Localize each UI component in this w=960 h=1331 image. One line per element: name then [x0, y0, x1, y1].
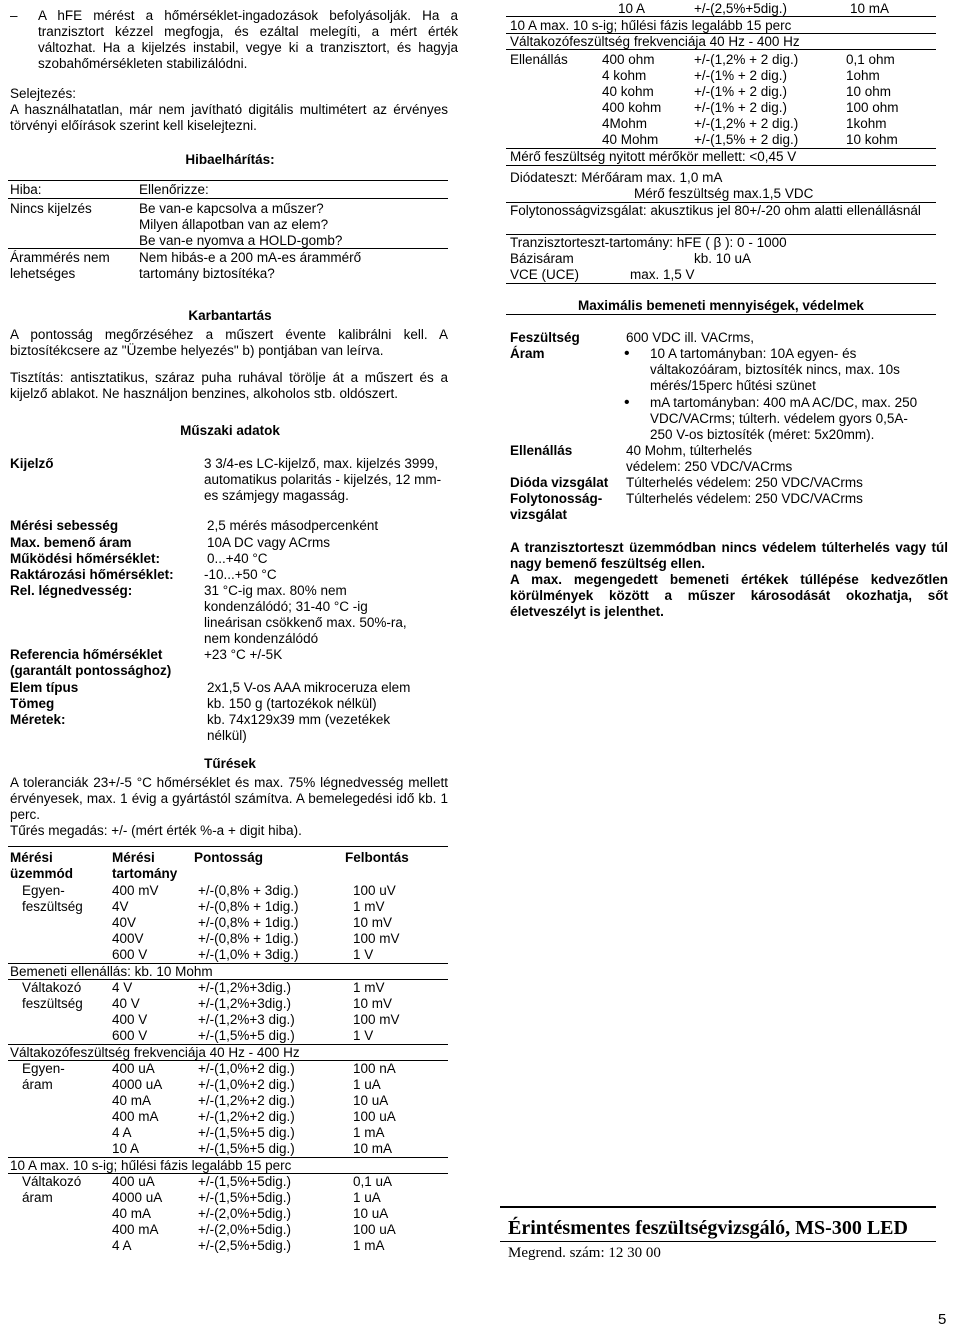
r-note-10a: 10 A max. 10 s-ig; hűlési fázis legalább 15 perc — [510, 18, 792, 33]
tol-cell-range: 4 V — [112, 980, 133, 995]
tol-cell-mode: Váltakozó — [22, 980, 82, 995]
ohm-cell-range: 4Mohm — [602, 116, 648, 131]
tol-cell-accuracy: +/-(1,2%+2 dig.) — [198, 1093, 295, 1108]
tol-cell-resolution: 100 mV — [353, 1012, 400, 1027]
tol-section-note: 10 A max. 10 s-ig; hűlési fázis legalább 15 perc — [10, 1158, 292, 1173]
tol-cell-range: 40 mA — [112, 1093, 152, 1108]
max-value-ellenallas: 40 Mohm, túlterhelés védelem: 250 VDC/VACrms — [626, 443, 793, 474]
max-value-dioda: Túlterhelés védelem: 250 VDC/VACrms — [626, 475, 863, 490]
ohm-cell-resolution: 10 kohm — [846, 132, 898, 147]
tol-cell-resolution: 1 V — [353, 947, 374, 962]
spec-label-raktarozasi-homerseklet: Raktározási hőmérséklet: — [10, 567, 174, 582]
hibaelharitas-title: Hibaelhárítás: — [185, 152, 275, 167]
tol-cell-range: 400 uA — [112, 1061, 155, 1076]
karbantartas-title: Karbantartás — [188, 308, 272, 323]
tol-cell-accuracy: +/-(1,2%+3dig.) — [198, 996, 292, 1011]
spec-value-elem-tipus: 2x1,5 V-os AAA mikroceruza elem — [207, 680, 411, 695]
max-value-feszultseg: 600 VDC ill. VACrms, — [626, 330, 755, 345]
tol-cell-mode: feszültség — [22, 996, 83, 1011]
spec-value-rel-legnedvesseg: 31 °C-ig max. 80% nem kondenzálódó; 31-40 °C -ig lineárisan csökkenő max. 50%-ra, nem kondenzálódó — [204, 583, 407, 646]
selejtezes-title: Selejtezés: — [10, 86, 77, 101]
max-label-aram: Áram — [510, 346, 545, 361]
spec-label-referencia-homerseklet: Referencia hőmérséklet (garantált pontossághoz) — [10, 647, 172, 678]
tol-cell-accuracy: +/-(1,5%+5 dig.) — [198, 1141, 295, 1156]
selejtezes-section — [10, 86, 448, 134]
tol-cell-range: 4 A — [112, 1125, 132, 1140]
spec-value-max-bemeno-aram: 10A DC vagy ACrms — [207, 535, 331, 550]
tol-cell-accuracy: +/-(1,5%+5 dig.) — [198, 1028, 295, 1043]
spec-label-kijelzo: Kijelző — [10, 456, 54, 471]
tol-cell-resolution: 1 mV — [353, 899, 385, 914]
tol-header-accuracy: Pontosság — [194, 850, 264, 865]
ohm-cell-resolution: 10 ohm — [846, 84, 892, 99]
tol-cell-accuracy: +/-(2,0%+5dig.) — [198, 1206, 292, 1221]
tol-cell-resolution: 1 mV — [353, 980, 385, 995]
tol-cell-accuracy: +/-(0,8% + 1dig.) — [198, 899, 299, 914]
r-base-label: Bázisáram — [510, 251, 574, 266]
tol-cell-mode: Egyen- — [22, 883, 65, 898]
hiba-row-1-label: Nincs kijelzés — [10, 201, 92, 216]
ohm-cell-resolution: 1kohm — [846, 116, 887, 131]
intro-bullet-block — [10, 8, 458, 72]
tol-cell-resolution: 10 uA — [353, 1206, 389, 1221]
intro-bullet-text: A hFE mérést a hőmérséklet-ingadozások befolyásolják. Ha a tranzisztort kézzel megfogja, és ezáltal melegíti, a mért érték változhat. Ha a kijelzés instabil, vegye ki a tranzisztort, és hagyja szobahőmérsékleten stabilizálódni. — [38, 8, 458, 71]
spec-label-tomeg: Tömeg — [10, 696, 55, 711]
r-diode-1: Diódateszt: Mérőáram max. 1,0 mA — [510, 170, 723, 185]
hiba-row-1-check-2: Milyen állapotban van az elem? — [139, 217, 329, 232]
spec-value-kijelzo: 3 3/4-es LC-kijelző, max. kijelzés 3999, automatikus polaritás - kijelzés, 12 mm-es számjegy magasság. — [204, 456, 442, 503]
tol-cell-range: 4000 uA — [112, 1190, 163, 1205]
tol-cell-resolution: 100 nA — [353, 1061, 396, 1076]
tol-cell-accuracy: +/-(0,8% + 1dig.) — [198, 931, 299, 946]
tol-cell-resolution: 1 uA — [353, 1077, 381, 1092]
tol-cell-resolution: 1 V — [353, 1028, 374, 1043]
tol-cell-resolution: 1 mA — [353, 1125, 385, 1140]
page-number: 5 — [938, 1311, 947, 1328]
tol-cell-resolution: 10 mV — [353, 996, 393, 1011]
troubleshooting-table — [8, 180, 448, 280]
tol-cell-range: 4000 uA — [112, 1077, 163, 1092]
tol-cell-resolution: 10 uA — [353, 1093, 389, 1108]
dash-bullet: – — [10, 8, 18, 23]
tol-cell-accuracy: +/-(1,2%+2 dig.) — [198, 1109, 295, 1124]
tol-cell-range: 400 uA — [112, 1174, 155, 1189]
tol-cell-range: 4V — [112, 899, 129, 914]
max-label-ellenallas: Ellenállás — [510, 443, 573, 458]
r-continuity: Folytonosságvizsgálat: akusztikus jel 80+/-20 ohm alatti ellenállásnál — [510, 203, 921, 218]
spec-value-mukodesi-homerseklet: 0...+40 °C — [207, 551, 268, 566]
spec-label-meretek: Méretek: — [10, 712, 66, 727]
warning-transistor: A tranzisztorteszt üzemmódban nincs védelem túlterhelés vagy túl nagy bemenő feszültség ellen. — [510, 540, 948, 571]
ohm-cell-accuracy: +/-(1% + 2 dig.) — [694, 84, 788, 99]
tol-cell-mode: Egyen- — [22, 1061, 65, 1076]
tol-cell-mode: feszültség — [22, 899, 83, 914]
ohm-cell-accuracy: +/-(1,2% + 2 dig.) — [694, 116, 799, 131]
hiba-row-2-check-2: tartomány biztosítéka? — [139, 266, 275, 281]
tol-cell-range: 400 mV — [112, 883, 159, 898]
tol-cell-mode: áram — [22, 1077, 53, 1092]
tol-cell-accuracy: +/-(1,2%+3dig.) — [198, 980, 292, 995]
r-top-range: 10 A — [618, 1, 646, 16]
tol-cell-accuracy: +/-(1,0% + 3dig.) — [198, 947, 299, 962]
tol-cell-accuracy: +/-(0,8% + 3dig.) — [198, 883, 299, 898]
ohm-cell-range: 400 ohm — [602, 52, 655, 67]
tol-cell-mode: áram — [22, 1190, 53, 1205]
spec-value-meresi-sebesseg: 2,5 mérés másodpercenként — [207, 518, 379, 533]
max-label-dioda: Dióda vizsgálat — [510, 475, 609, 490]
ohm-cell-accuracy: +/-(1,5% + 2 dig.) — [694, 132, 799, 147]
muszaki-adatok-title: Műszaki adatok — [180, 423, 280, 438]
tol-cell-accuracy: +/-(2,0%+5dig.) — [198, 1222, 292, 1237]
selejtezes-text: A használhatatlan, már nem javítható digitális multimétert az érvényes törvényi előírások szerint kell kiselejtezni. — [10, 102, 448, 133]
warning-max-values: A max. megengedett bemeneti értékek túllépése kedvezőtlen körülmények között a műszer károsodását okozhatja, sőt életveszélyt is jelenthet. — [510, 572, 948, 619]
tol-cell-resolution: 100 uA — [353, 1109, 396, 1124]
tol-cell-resolution: 1 uA — [353, 1190, 381, 1205]
order-number: Megrend. szám: 12 30 00 — [508, 1245, 661, 1261]
ohm-cell-range: 400 kohm — [602, 100, 662, 115]
hiba-row-2-label: Árammérés nem lehetséges — [10, 250, 110, 281]
max-bullet-2: mA tartományban: 400 mA AC/DC, max. 250 VDC/VACrms; túlterh. védelem gyors 0,5A-250 V-os biztosíték (méret: 5x20mm). — [650, 395, 918, 442]
tol-cell-range: 400 V — [112, 1012, 148, 1027]
tol-cell-range: 400 mA — [112, 1222, 159, 1237]
tol-cell-range: 40V — [112, 915, 137, 930]
r-top-res: 10 mA — [850, 1, 890, 16]
tol-cell-accuracy: +/-(1,5%+5 dig.) — [198, 1125, 295, 1140]
hiba-row-1-check-1: Be van-e kapcsolva a műszer? — [139, 201, 324, 216]
r-transistor: Tranzisztorteszt-tartomány: hFE ( β ): 0 - 1000 — [510, 235, 787, 250]
tol-cell-range: 10 A — [112, 1141, 140, 1156]
tol-cell-resolution: 10 mA — [353, 1141, 393, 1156]
r-open-circuit: Mérő feszültség nyitott mérőkör mellett: <0,45 V — [510, 149, 797, 164]
spec-value-referencia-homerseklet: +23 °C +/-5K — [204, 647, 283, 662]
tol-cell-accuracy: +/-(2,5%+5dig.) — [198, 1238, 292, 1253]
turesek-note: Tűrés megadás: +/- (mért érték %-a + digit hiba). — [10, 823, 302, 838]
tol-cell-range: 400 mA — [112, 1109, 159, 1124]
tol-cell-accuracy: +/-(1,0%+2 dig.) — [198, 1077, 295, 1092]
karbantartas-text: A pontosság megőrzéséhez a műszert évente kalibrálni kell. A biztosítékcsere az "Üzembe helyezés" b) pontjában van leírva. — [10, 327, 448, 358]
tolerance-table — [8, 846, 448, 1266]
spec-label-meresi-sebesseg: Mérési sebesség — [10, 518, 119, 533]
tol-cell-resolution: 1 mA — [353, 1238, 385, 1253]
tol-cell-accuracy: +/-(1,0%+2 dig.) — [198, 1061, 295, 1076]
ohm-cell-resolution: 0,1 ohm — [846, 52, 895, 67]
ohm-cell-range: 40 Mohm — [602, 132, 659, 147]
max-title: Maximális bemeneti mennyiségek, védelmek — [578, 298, 864, 313]
ohm-cell-accuracy: +/-(1% + 2 dig.) — [694, 68, 788, 83]
r-vce-value: max. 1,5 V — [630, 267, 695, 282]
ohm-cell-accuracy: +/-(1,2% + 2 dig.) — [694, 52, 799, 67]
tol-header-mode: Mérési üzemmód — [10, 850, 74, 881]
tisztitas-text: Tisztítás: antisztatikus, száraz puha ruhával törölje át a műszert és a kijelző ablakot. Ne használjon benzines, alkoholos stb. oldószert. — [10, 370, 448, 401]
tol-section-note: Váltakozófeszültség frekvenciája 40 Hz - 400 Hz — [10, 1045, 300, 1060]
r-diode-2: Mérő feszültség max.1,5 VDC — [634, 186, 814, 201]
r-base-value: kb. 10 uA — [694, 251, 752, 266]
spec-value-raktarozasi-homerseklet: -10...+50 °C — [204, 567, 277, 582]
tol-cell-range: 400V — [112, 931, 144, 946]
spec-value-tomeg: kb. 150 g (tartozékok nélkül) — [207, 696, 377, 711]
tol-section-note: Bemeneti ellenállás: kb. 10 Mohm — [10, 964, 213, 979]
spec-value-meretek: kb. 74x129x39 mm (vezetékek nélkül) — [207, 712, 391, 743]
ellenorizze-header: Ellenőrizze: — [139, 182, 209, 197]
tol-cell-range: 40 V — [112, 996, 140, 1011]
product-box — [500, 1206, 936, 1261]
spec-label-elem-tipus: Elem típus — [10, 680, 79, 695]
tol-cell-resolution: 10 mV — [353, 915, 393, 930]
spec-label-rel-legnedvesseg: Rel. légnedvesség: — [10, 583, 133, 598]
ohm-cell-resolution: 1ohm — [846, 68, 880, 83]
ohm-cell-resolution: 100 ohm — [846, 100, 899, 115]
hiba-row-1-check-3: Be van-e nyomva a HOLD-gomb? — [139, 233, 343, 248]
tol-cell-range: 600 V — [112, 947, 148, 962]
product-title: Érintésmentes feszültségvizsgáló, MS-300 LED — [508, 1217, 908, 1239]
tol-cell-resolution: 100 uV — [353, 883, 396, 898]
max-value-folytonossag: Túlterhelés védelem: 250 VDC/VACrms — [626, 491, 863, 506]
tol-cell-accuracy: +/-(1,5%+5dig.) — [198, 1174, 292, 1189]
tol-header-resolution: Felbontás — [345, 850, 409, 865]
turesek-title: Tűrések — [204, 756, 256, 771]
r-note-frequency: Váltakozófeszültség frekvenciája 40 Hz - 400 Hz — [510, 34, 800, 49]
right-table-bottom — [506, 168, 936, 283]
ohm-cell-range: 4 kohm — [602, 68, 647, 83]
tol-header-range: Mérési tartomány — [112, 850, 178, 881]
hiba-header: Hiba: — [10, 182, 42, 197]
tol-cell-accuracy: +/-(1,5%+5dig.) — [198, 1190, 292, 1205]
tol-cell-resolution: 100 mV — [353, 931, 400, 946]
tol-cell-range: 40 mA — [112, 1206, 152, 1221]
tol-cell-resolution: 100 uA — [353, 1222, 396, 1237]
right-table-top — [506, 0, 936, 165]
r-top-acc: +/-(2,5%+5dig.) — [694, 1, 788, 16]
ohm-cell-range: 40 kohm — [602, 84, 654, 99]
tol-cell-accuracy: +/-(0,8% + 1dig.) — [198, 915, 299, 930]
max-bullet-1: 10 A tartományban: 10A egyen- és váltakozóáram, biztosíték nincs, max. 10s mérés/15perc hűtési szünet — [650, 346, 900, 393]
tol-cell-range: 4 A — [112, 1238, 132, 1253]
max-label-folytonossag: Folytonosság-vizsgálat — [510, 491, 603, 522]
r-vce-label: VCE (UCE) — [510, 267, 580, 282]
tol-cell-resolution: 0,1 uA — [353, 1174, 393, 1189]
turesek-text: A toleranciák 23+/-5 °C hőmérséklet és max. 75% légnedvesség mellett érvényesek, max. 1 évig a gyártástól számítva. A bemelegedési idő kb. 1 perc. — [10, 775, 448, 822]
tol-cell-accuracy: +/-(1,2%+3 dig.) — [198, 1012, 295, 1027]
spec-label-mukodesi-homerseklet: Működési hőmérséklet: — [10, 551, 161, 566]
max-label-feszultseg: Feszültség — [510, 330, 580, 345]
ohm-cell-accuracy: +/-(1% + 2 dig.) — [694, 100, 788, 115]
tol-cell-range: 600 V — [112, 1028, 148, 1043]
spec-label-max-bemeno-aram: Max. bemenő áram — [10, 535, 132, 550]
tol-cell-mode: Váltakozó — [22, 1174, 82, 1189]
r-ellenallas-label: Ellenállás — [510, 52, 568, 67]
hiba-row-2-check-1: Nem hibás-e a 200 mA-es árammérő — [139, 250, 362, 265]
